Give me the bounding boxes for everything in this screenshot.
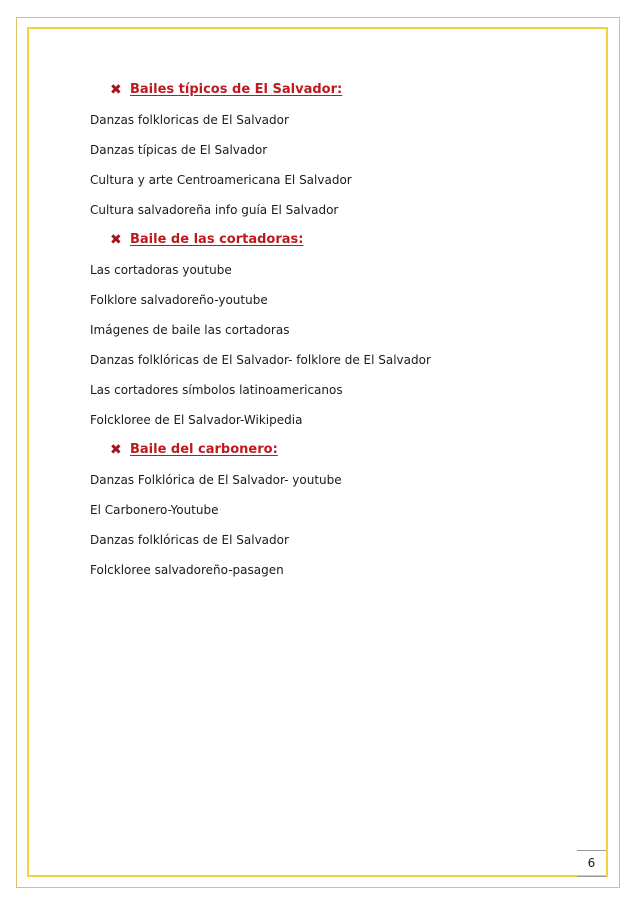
x-mark-icon: ✖ [110, 232, 122, 248]
section-heading [110, 229, 590, 251]
list-item: Las cortadores símbolos latinoamericanos [90, 383, 343, 397]
section-heading [110, 439, 590, 461]
page-content [90, 79, 590, 589]
list-item: Danzas folkloricas de El Salvador [90, 113, 289, 127]
list-item: Las cortadoras youtube [90, 263, 232, 277]
section-heading [110, 79, 590, 101]
list-item: Danzas folklóricas de El Salvador- folklore de El Salvador [90, 353, 431, 367]
x-mark-icon: ✖ [110, 442, 122, 458]
list-item: Danzas folklóricas de El Salvador [90, 533, 289, 547]
list-item: Danzas Folklórica de El Salvador- youtube [90, 473, 342, 487]
section-heading-text: Baile del carbonero: [130, 442, 278, 457]
list-item: Cultura salvadoreña info guía El Salvador [90, 203, 339, 217]
section-heading-text: Bailes típicos de El Salvador: [130, 82, 343, 97]
section-heading-text: Baile de las cortadoras: [130, 232, 304, 247]
list-item: Danzas típicas de El Salvador [90, 143, 268, 157]
list-item: Imágenes de baile las cortadoras [90, 323, 290, 337]
list-item: Folckloree salvadoreño-pasagen [90, 563, 284, 577]
x-mark-icon: ✖ [110, 82, 122, 98]
list-item: Folklore salvadoreño-youtube [90, 293, 268, 307]
list-item: Folckloree de El Salvador-Wikipedia [90, 413, 303, 427]
list-item: El Carbonero-Youtube [90, 503, 219, 517]
page-number: 6 [577, 850, 606, 877]
list-item: Cultura y arte Centroamericana El Salvador [90, 173, 352, 187]
